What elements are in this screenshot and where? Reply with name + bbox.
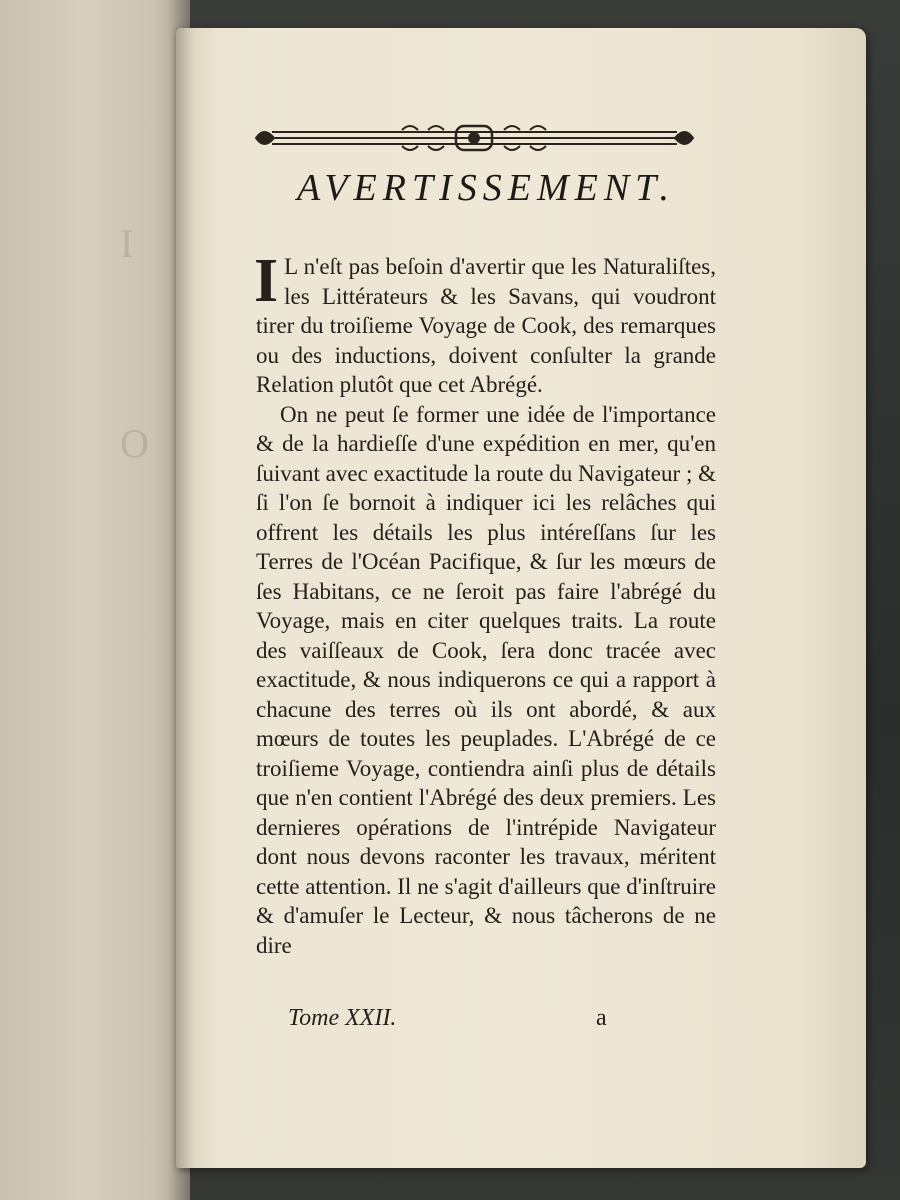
decorative-headband-ornament bbox=[252, 120, 697, 156]
bleed-through-mark: O bbox=[120, 421, 149, 466]
paragraph-text: L n'eſt pas beſoin d'avertir que les Naturaliſtes, les Littérateurs & les Savans, qui voudront tirer du troiſieme Voyage de Cook, des remarques ou des inductions, doivent conſulter la grande Relation plutôt que cet Abrégé. bbox=[256, 254, 716, 397]
book-page bbox=[176, 28, 866, 1168]
paragraph-text: On ne peut ſe former une idée de l'importance & de la hardieſſe d'une expédition en mer, qu'en ſuivant avec exactitude la route du Navigateur ; & ſi l'on ſe bornoit à indiquer ici les relâches qui offrent les détails les plus intéreſſans ſur les Terres de l'Océan Pacifique, & ſur les mœurs de ſes Habitans, ce ne ſeroit pas faire l'abrégé du Voyage, mais en citer quelques traits. La route des vaiſſeaux de Cook, ſera donc tracée avec exactitude, & nous indiquerons ce qui a rapport à chacune des terres où ils ont abordé, & aux mœurs de toutes les peuplades. L'Abrégé de ce troiſieme Voyage, contiendra ainſi plus de détails que n'en contient l'Abrégé des deux premiers. Les dernieres opérations de l'intrépide Navigateur dont nous devons raconter les travaux, méritent cette attention. Il ne s'agit d'ailleurs que d'inſtruire & d'amuſer le Lecteur, & nous tâcherons de ne dire bbox=[256, 401, 716, 958]
paragraph bbox=[256, 400, 716, 961]
drop-cap: I bbox=[254, 247, 279, 315]
left-page bbox=[0, 0, 190, 1200]
bleed-through-mark: I bbox=[120, 221, 134, 266]
body-text bbox=[254, 247, 716, 960]
paragraph bbox=[254, 247, 716, 400]
page-heading: AVERTISSEMENT. bbox=[297, 167, 675, 209]
volume-label: Tome XXII. bbox=[288, 1005, 397, 1031]
signature-mark: a bbox=[596, 1005, 607, 1031]
page-footer bbox=[288, 1005, 718, 1035]
